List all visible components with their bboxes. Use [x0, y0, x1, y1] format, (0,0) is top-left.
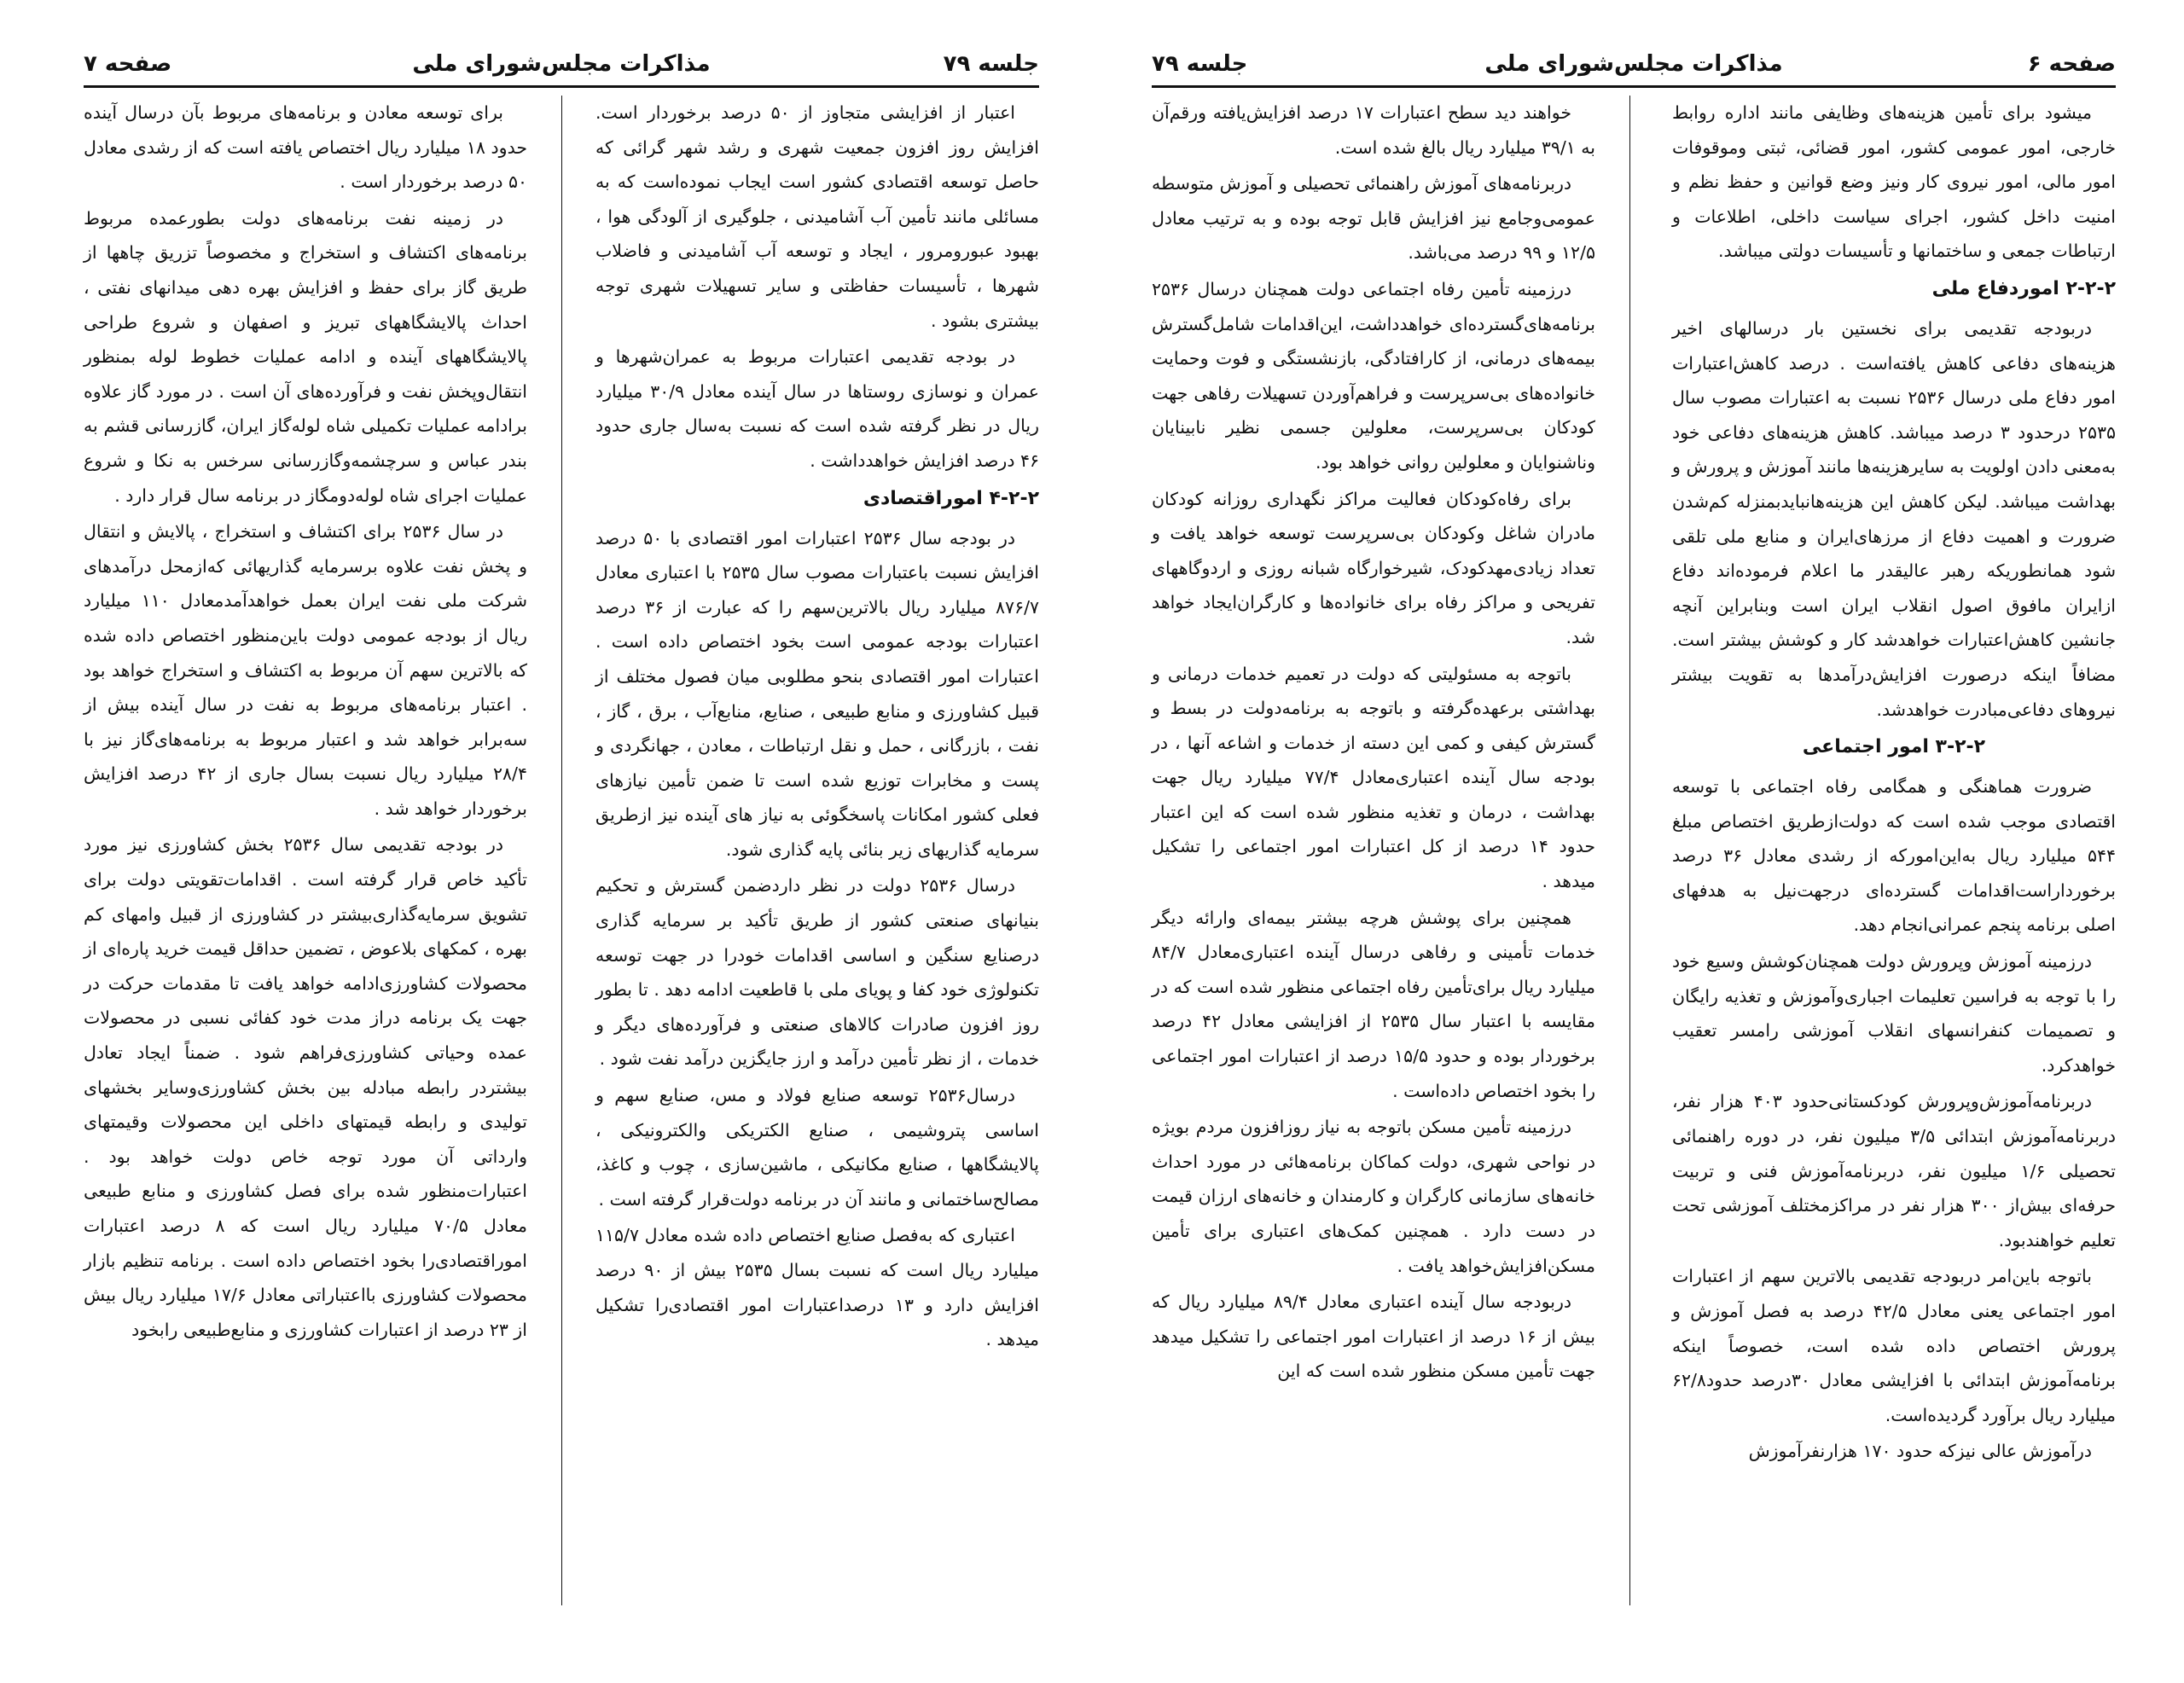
paragraph: دربودجه سال آینده اعتباری معادل ۸۹/۴ میلیارد ریال که بیش از ۱۶ درصد از اعتبارات امور اجتماعی را تشکیل میدهد جهت تأمین مسکن منظور شده است که این [1152, 1291, 1596, 1382]
paragraph: درزمینه آموزش وپرورش دولت همچنان‌کوشش وسیع خود را با توجه به فراسین تعلیمات اجباری‌وآموزش و تغذیه رایگان و تصمیمات کنفرانسهای انقلاب آموزشی رامسر تعقیب خواهدکرد. [1672, 951, 2116, 1076]
column-divider [561, 96, 562, 1605]
paragraph: اعتباری که به‌فصل صنایع اختصاص داده شده معادل ۱۱۵/۷ میلیارد ریال است که نسبت بسال ۲۵۳۵ بیش از ۹۰ درصد افزایش دارد و ۱۳ درصداعتبارات امور اقتصادی‌را تشکیل میدهد . [595, 1225, 1039, 1350]
text-column-left [84, 96, 527, 1349]
page-header [84, 43, 1039, 85]
paragraph: دربرنامه‌آموزش‌وپرورش کودکستانی‌حدود ۴۰۳ هزار نفر، دربرنامه‌آموزش ابتدائی ۳/۵ میلیون نفر، در دوره راهنمائی تحصیلی ۱/۶ میلیون نفر، دربرنامه‌آموزش فنی و تربیت حرفه‌ای بیش‌از ۳۰۰ هزار نفر در مراکزمختلف آموزشی تحت تعلیم خواهندبود. [1672, 1091, 2117, 1251]
paragraph: اعتبار از افزایشی متجاوز از ۵۰ درصد برخوردار است. افزایش روز افزون جمعیت شهری و رشد شهر گرائی که حاصل توسعه اقتصادی کشور است ایجاب نموده‌است که به مسائلی مانند تأمین آب آشامیدنی ، جلوگیری از آلودگی هوا ، بهبود عبورومرور ، ایجاد و توسعه آب آشامیدنی و فاضلاب شهرها ، تأسیسات حفاظتی و سایر تسهیلات شهری توجه بیشتری بشود . [595, 102, 1039, 331]
session-number: جلسه ۷۹ [1152, 51, 1248, 77]
section-heading: ۴-۲-۲ اموراقتصادی [863, 487, 1039, 509]
header-rule [84, 85, 1039, 88]
paragraph: درسال ۲۵۳۶ دولت در نظر داردضمن گسترش و تحکیم بنیانهای صنعتی کشور از طریق تأکید بر سرمایه گذاری درصنایع سنگین و اساسی اقدامات خودرا در جهت توسعه تکنولوژی خود کفا و پویای ملی با قاطعیت ادامه دهد . تا بطور روز افزون صادرات کالاهای صنعتی و فرآورده‌های دیگر و خدمات ، از نظر تأمین درآمد و ارز جایگزین درآمد نفت شود . [595, 875, 1039, 1070]
paragraph: در بودجه سال ۲۵۳۶ اعتبارات امور اقتصادی با ۵۰ درصد افزایش نسبت باعتبارات مصوب سال ۲۵۳۵ با اعتباری معادل ۸۷۶/۷ میلیارد ریال بالاترین‌سهم را که عبارت از ۳۶ درصد اعتبارات بودجه عمومی است بخود اختصاص داده است . اعتبارات امور اقتصادی بنحو مطلوبی میان فصول مختلف از قبیل کشاورزی و منابع طبیعی ، صنایع، منابع‌آب ، برق ، گاز ، نفت ، بازرگانی ، حمل و نقل ارتباطات ، معادن ، جهانگردی و پست و مخابرات توزیع شده است تا ضمن تأمین نیازهای فعلی کشور امکانات پاسخگوئی به نیاز های آینده نیز ازطریق سرمایه گذاریهای زیر بنائی پایه گذاری شود. [595, 527, 1039, 860]
paragraph: در بودجه تقدیمی اعتبارات مربوط به عمران‌شهرها و عمران و نوسازی روستاها در سال آینده معادل ۳۰/۹ میلیارد ریال در نظر گرفته شده است که نسبت به‌سال جاری حدود ۴۶ درصد افزایش خواهدداشت . [595, 346, 1039, 471]
paragraph: درآموزش عالی نیزکه حدود ۱۷۰ هزارنفرآموزش [1748, 1441, 2092, 1462]
paragraph: برای رفاه‌کودکان فعالیت مراکز نگهداری روزانه کودکان مادران شاغل وکودکان بی‌سرپرست توسعه خواهد یافت و تعداد زیادی‌مهدکودک، شیرخوارگاه شبانه روزی و اردوگاههای تفریحی و مراکز رفاه برای خانواده‌ها و کارگران‌ایجاد خواهد شد. [1152, 488, 1595, 647]
paragraph: خواهند دید سطح اعتبارات ۱۷ درصد افزایش‌یافته ورقم‌آن به ۳۹/۱ میلیارد ریال بالغ شده است. [1152, 102, 1595, 158]
paragraph: در زمینه نفت برنامه‌های دولت بطورعمده مربوط برنامه‌های اکتشاف و استخراج و مخصوصاً تزریق چاهها از طریق گاز برای حفظ و افزایش بهره دهی میدانهای نفتی ، احداث پالایشگاههای تبریز و اصفهان و شروع طراحی پالایشگاههای آینده و ادامه عملیات خطوط لوله بمنظور انتقال‌وپخش نفت و فرآورده‌های آن است . در مورد گاز علاوه برادامه عملیات تکمیلی شاه لوله‌گاز ایران، گازرسانی قشم به بندر عباس و سرچشمه‌وگازرسانی سرخس به نکا و شروع عملیات اجرای شاه لوله‌دومگاز در برنامه سال قرار دارد . [84, 207, 527, 506]
text-column-left [1152, 96, 1595, 1390]
header-rule [1152, 85, 2116, 88]
paragraph: همچنین برای پوشش هرچه بیشتر بیمه‌ای وارائه دیگر خدمات تأمینی و رفاهی درسال آینده اعتباری‌معادل ۸۴/۷ میلیارد ریال برای‌تأمین رفاه اجتماعی منظور شده است که در مقایسه با اعتبار سال ۲۵۳۵ از افزایشی معادل ۴۲ درصد برخوردار بوده و حدود ۱۵/۵ درصد از اعتبارات امور اجتماعی را بخود اختصاص داده‌است . [1152, 907, 1595, 1101]
paragraph: دربرنامه‌های آموزش راهنمائی تحصیلی و آموزش متوسطه عمومی‌وجامع نیز افزایش قابل توجه بوده و به ترتیب معادل ۱۲/۵ و ۹۹ درصد می‌باشد. [1152, 173, 1595, 264]
page-header [1152, 43, 2116, 85]
right-page [1152, 0, 2116, 1683]
paragraph: در سال ۲۵۳۶ برای اکتشاف و استخراج ، پالایش و انتقال و پخش نفت علاوه برسرمایه گذاریهائی که‌ازمحل درآمدهای شرکت ملی نفت ایران بعمل خواهدآمدمعادل ۱۱۰ میلیارد ریال از بودجه عمومی دولت باین‌منظور اختصاص داده شده که بالاترین سهم آن مربوط به اکتشاف و استخراج خواهد بود . اعتبار برنامه‌های مربوط به نفت در سال آینده بیش از سه‌برابر خواهد شد و اعتبار مربوط به برنامه‌های‌گاز نیز با ۲۸/۴ میلیارد ریال نسبت بسال جاری از ۴۲ درصد افزایش برخوردار خواهد شد . [84, 521, 527, 819]
paragraph: دربودجه تقدیمی برای نخستین بار درسالهای اخیر هزینه‌های دفاعی کاهش یافته‌است . درصد کاهش‌اعتبارات امور دفاع ملی درسال ۲۵۳۶ نسبت به اعتبارات مصوب سال ۲۵۳۵ درحدود ۳ درصد میباشد. کاهش هزینه‌های دفاعی خود به‌معنی دادن اولویت به سایرهزینه‌ها مانند آموزش و پرورش و بهداشت میباشد. لیکن کاهش این هزینه‌هانبایدبمنزله کم‌شدن ضرورت و اهمیت دفاع از مرزهای‌ایران و منابع ملی تلقی شود همانطوریکه رهبر عالیقدر ما اعلام فرموده‌اند دفاع ازایران مافوق اصول انقلاب ایران است وبنابراین آنچه جانشین کاهش‌اعتبارات خواهدشد کار و کوشش بیشتر است. مضافاً اینکه درصورت افزایش‌درآمدها به تقویت بیشتر نیروهای دفاعی‌مبادرت خواهدشد. [1672, 317, 2116, 720]
text-column-right [595, 96, 1039, 1359]
paragraph: ضرورت هماهنگی و همگامی رفاه اجتماعی با توسعه اقتصادی موجب شده است که دولت‌ازطریق اختصاص مبلغ ۵۴۴ میلیارد ریال به‌این‌امورکه از رشدی معادل ۳۶ درصد برخورداراست‌اقدامات گسترده‌ای درجهت‌نیل به هدفهای اصلی برنامه پنجم عمرانی‌انجام دهد. [1672, 776, 2117, 936]
paragraph: درزمینه تأمین رفاه اجتماعی دولت همچنان درسال ۲۵۳۶ برنامه‌های‌گسترده‌ای خواهدداشت، این‌اقدامات شامل‌گسترش بیمه‌های درمانی، از کارافتادگی، بازنشستگی و فوت وحمایت خانواده‌های بی‌سرپرست و فراهم‌آوردن تسهیلات رفاهی جهت کودکان بی‌سرپرست، معلولین جسمی نظیر نابینایان وناشنوایان و معلولین روانی خواهد بود. [1152, 278, 1595, 473]
paragraph: درسال۲۵۳۶ توسعه صنایع فولاد و مس، صنایع سهم و اساسی پتروشیمی ، صنایع الکتریکی والکترونیکی ، پالایشگاهها ، صنایع مکانیکی ، ماشین‌سازی ، چوب و کاغذ، مصالح‌ساختمانی و مانند آن در برنامه دولت‌قرار گرفته است . [595, 1085, 1039, 1210]
header-title: مذاکرات مجلس‌شورای ملی [412, 51, 711, 77]
paragraph: میشود برای تأمین هزینه‌های وظایفی مانند اداره روابط خارجی، امور عمومی کشور، امور قضائی، ثبتی وموقوفات امور مالی، امور نیروی کار ونیز وضع قوانین و حفظ نظم و امنیت داخل کشور، اجرای سیاست داخلی، اطلاعات و ارتباطات جمعی و ساختمانها و تأسیسات دولتی میباشد. [1672, 102, 2116, 262]
page-number: صفحه ۶ [2027, 51, 2116, 77]
session-number: جلسه ۷۹ [943, 51, 1039, 77]
paragraph: در بودجه تقدیمی سال ۲۵۳۶ بخش کشاورزی نیز مورد تأکید خاص قرار گرفته است . اقدامات‌تقویتی دولت برای تشویق سرمایه‌گذاری‌بیشتر در کشاورزی از قبیل وامهای کم بهره ، کمکهای بلاعوض ، تضمین حداقل قیمت خرید پاره‌ای از محصولات کشاورزی‌ادامه خواهد یافت تا مقدمات حرکت در جهت یک برنامه دراز مدت خود کفائی نسبی در محصولات عمده وحیاتی کشاورزی‌فراهم شود . ضمناً ایجاد تعادل بیشتردر رابطه مبادله بین بخش کشاورزی‌وسایر بخشهای تولیدی و رابطه قیمتهای داخلی این محصولات وقیمتهای وارداتی آن مورد توجه خاص دولت خواهد بود . اعتبارات‌منظور شده برای فصل کشاورزی و منابع طبیعی معادل ۷۰/۵ میلیارد ریال است که ۸ درصد اعتبارات اموراقتصادی‌را بخود اختصاص داده است . برنامه تنظیم بازار محصولات کشاورزی بااعتباراتی معادل ۱۷/۶ میلیارد ریال بیش از ۲۳ درصد از اعتبارات کشاورزی و منابع‌طبیعی رابخود [84, 834, 528, 1340]
paragraph: باتوجه باین‌امر دربودجه تقدیمی بالاترین سهم از اعتبارات امور اجتماعی یعنی معادل ۴۲/۵ درصد به فصل آموزش و پرورش اختصاص داده شده است، خصوصاً اینکه برنامه‌آموزش ابتدائی با افزایشی معادل ۳۰درصد حدود۶۲/۸ میلیارد ریال برآورد گردیده‌است. [1672, 1266, 2116, 1425]
paragraph: درزمینه تأمین مسکن باتوجه به نیاز روزافزون مردم بویژه در نواحی شهری، دولت کماکان برنامه‌هائی در مورد احداث خانه‌های سازمانی کارگران و کارمندان و خانه‌های ارزان قیمت در دست دارد . همچنین کمک‌های اعتباری برای تأمین مسکن‌افزایش‌خواهد یافت . [1152, 1117, 1595, 1276]
section-heading: ۲-۲-۲ اموردفاع ملی [1931, 277, 2116, 299]
paragraph: باتوجه به مسئولیتی که دولت در تعمیم خدمات درمانی و بهداشتی برعهده‌گرفته و باتوجه به برنامه‌دولت در بسط و گسترش کیفی و کمی این دسته از خدمات و اشاعه آنها ، در بودجه سال آینده اعتباری‌معادل ۷۷/۴ میلیارد ریال جهت بهداشت ، درمان و تغذیه منظور شده است که این اعتبار حدود ۱۴ درصد از کل اعتبارات امور اجتماعی را تشکیل میدهد . [1152, 663, 1595, 892]
paragraph: برای توسعه معادن و برنامه‌های مربوط بآن درسال آینده حدود ۱۸ میلیارد ریال اختصاص یافته است که از رشدی معادل ۵۰ درصد برخوردار است . [84, 102, 528, 193]
section-heading: ۳-۲-۲ امور اجتماعی [1802, 736, 1986, 758]
header-title: مذاکرات مجلس‌شورای ملی [1484, 51, 1783, 77]
page-number: صفحه ۷ [84, 51, 172, 77]
text-column-right [1672, 96, 2116, 1471]
column-divider [1629, 96, 1630, 1605]
left-page [84, 0, 1039, 1683]
